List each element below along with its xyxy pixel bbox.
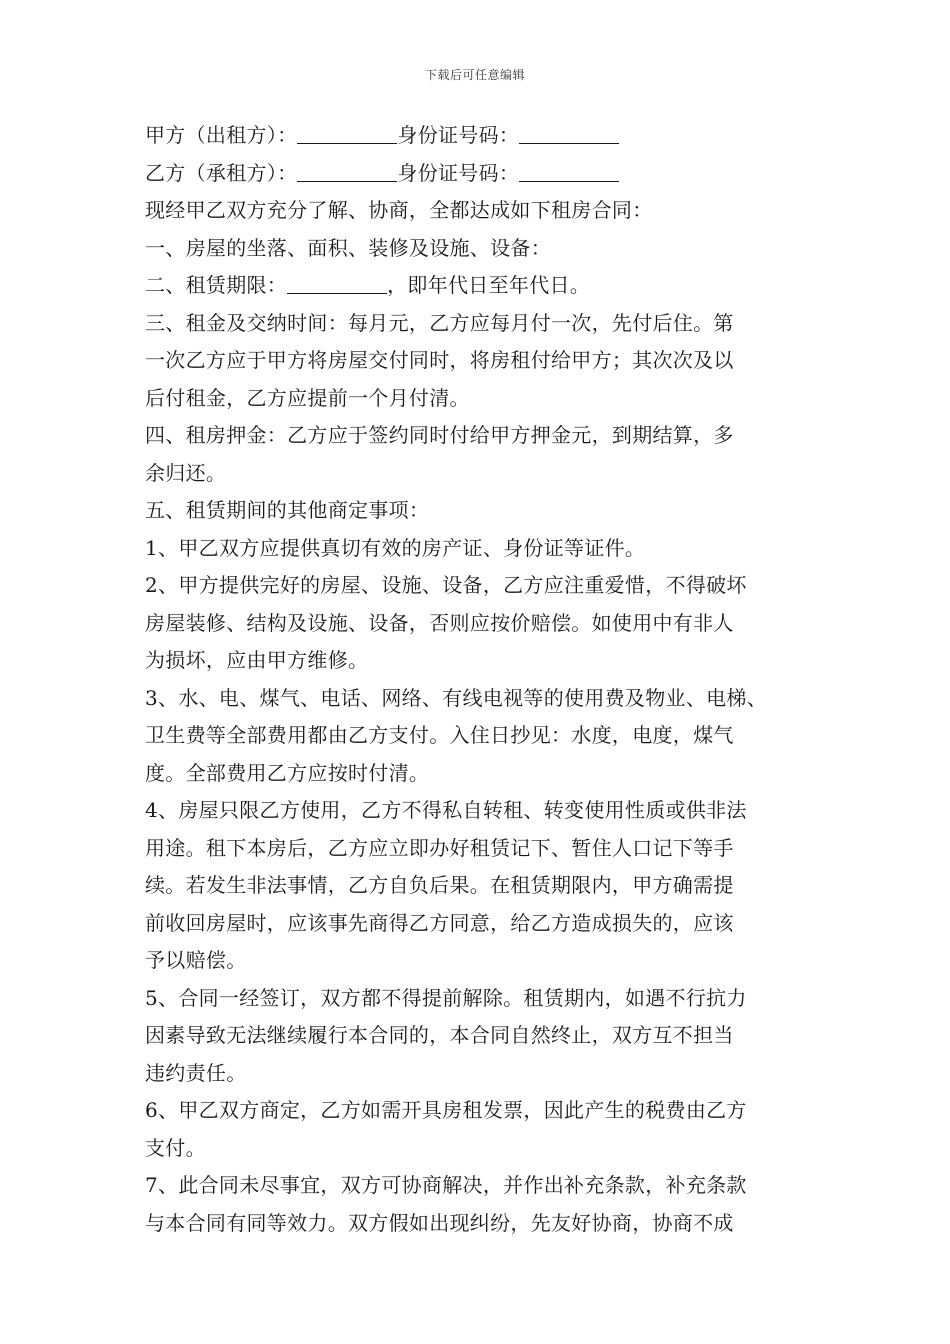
party-b-label: 乙方（承租方）： — [145, 160, 298, 185]
clause-3-line-3: 后付租金，乙方应提前一个月付清。 — [145, 385, 470, 410]
clause-1-line: 一、房屋的坐落、面积、装修及设施、设备： — [145, 235, 551, 260]
page-header: 下载后可任意编辑 — [424, 68, 525, 82]
item-5-line-2: 因素导致无法继续履行本合同的，本合同自然终止，双方互不担当 — [145, 1023, 734, 1047]
party-a-id-blank — [519, 121, 619, 144]
item-2-line-1: 2、甲方提供完好的房屋、设施、设备，乙方应注重爱惜，不得破坏 — [145, 573, 747, 597]
item-7-line-1: 7、此合同未尽事宜，双方可协商解决，并作出补充条款，补充条款 — [145, 1173, 747, 1197]
item-4-line-2: 用途。租下本房后，乙方应立即办好租赁记下、暂住人口记下等手 — [145, 835, 734, 860]
clause-3-line-2: 一次乙方应于甲方将房屋交付同时，将房租付给甲方；其次次及以 — [145, 348, 734, 372]
item-3-line-1: 3、水、电、煤气、电话、网络、有线电视等的使用费及物业、电梯、 — [145, 685, 768, 710]
item-4-line-3: 续。若发生非法事情，乙方自负后果。在租赁期限内，甲方确需提 — [145, 873, 734, 897]
clause-2-label: 二、租赁期限： — [145, 273, 288, 297]
item-2-line-2: 房屋装修、结构及设施、设备，否则应按价赔偿。如使用中有非人 — [145, 610, 734, 635]
party-b-name-blank — [297, 159, 397, 182]
clause-2-line — [145, 267, 815, 305]
party-a-label: 甲方（出租方）： — [145, 123, 298, 147]
clause-2-rest: ，即年代日至年代日。 — [387, 273, 591, 297]
item-2-line-3: 为损坏，应由甲方维修。 — [145, 648, 369, 672]
item-5-line-3: 违约责任。 — [145, 1060, 247, 1085]
item-4-line-1: 4、房屋只限乙方使用，乙方不得私自转租、转变使用性质或供非法 — [145, 798, 747, 822]
clause-3-line-1: 三、租金及交纳时间：每月元，乙方应每月付一次，先付后住。第 — [145, 310, 734, 335]
party-a-name-blank — [297, 121, 397, 144]
lease-term-blank — [287, 271, 387, 294]
clause-5-heading: 五、租赁期间的其他商定事项： — [145, 498, 430, 522]
party-a-id-label: 身份证号码： — [397, 123, 520, 147]
item-5-line-1: 5、合同一经签订，双方都不得提前解除。租赁期内，如遇不行抗力 — [145, 985, 747, 1010]
item-6-line-1: 6、甲乙双方商定，乙方如需开具房租发票，因此产生的税费由乙方 — [145, 1098, 747, 1122]
party-b-id-blank — [519, 159, 619, 182]
item-4-line-4: 前收回房屋时，应该事先商得乙方同意，给乙方造成损失的，应该 — [145, 910, 734, 935]
intro-line: 现经甲乙双方充分了解、协商，全都达成如下租房合同： — [145, 198, 653, 222]
item-6-line-2: 支付。 — [145, 1135, 206, 1160]
item-7-line-2: 与本合同有同等效力。双方假如出现纠纷，先友好协商，协商不成 — [145, 1210, 734, 1235]
clause-4-line-1: 四、租房押金：乙方应于签约同时付给甲方押金元，到期结算，多 — [145, 423, 734, 447]
document-body — [145, 117, 815, 1242]
party-b-id-label: 身份证号码： — [397, 160, 520, 185]
party-a-line — [145, 117, 815, 155]
item-3-line-2: 卫生费等全部费用都由乙方支付。入住日抄见：水度，电度，煤气 — [145, 723, 734, 747]
item-1-line-1: 1、甲乙双方应提供真切有效的房产证、身份证等证件。 — [145, 535, 646, 560]
clause-4-line-2: 余归还。 — [145, 460, 227, 485]
party-b-line — [145, 155, 815, 193]
item-4-line-5: 予以赔偿。 — [145, 948, 247, 972]
item-3-line-3: 度。全部费用乙方应按时付清。 — [145, 760, 430, 785]
